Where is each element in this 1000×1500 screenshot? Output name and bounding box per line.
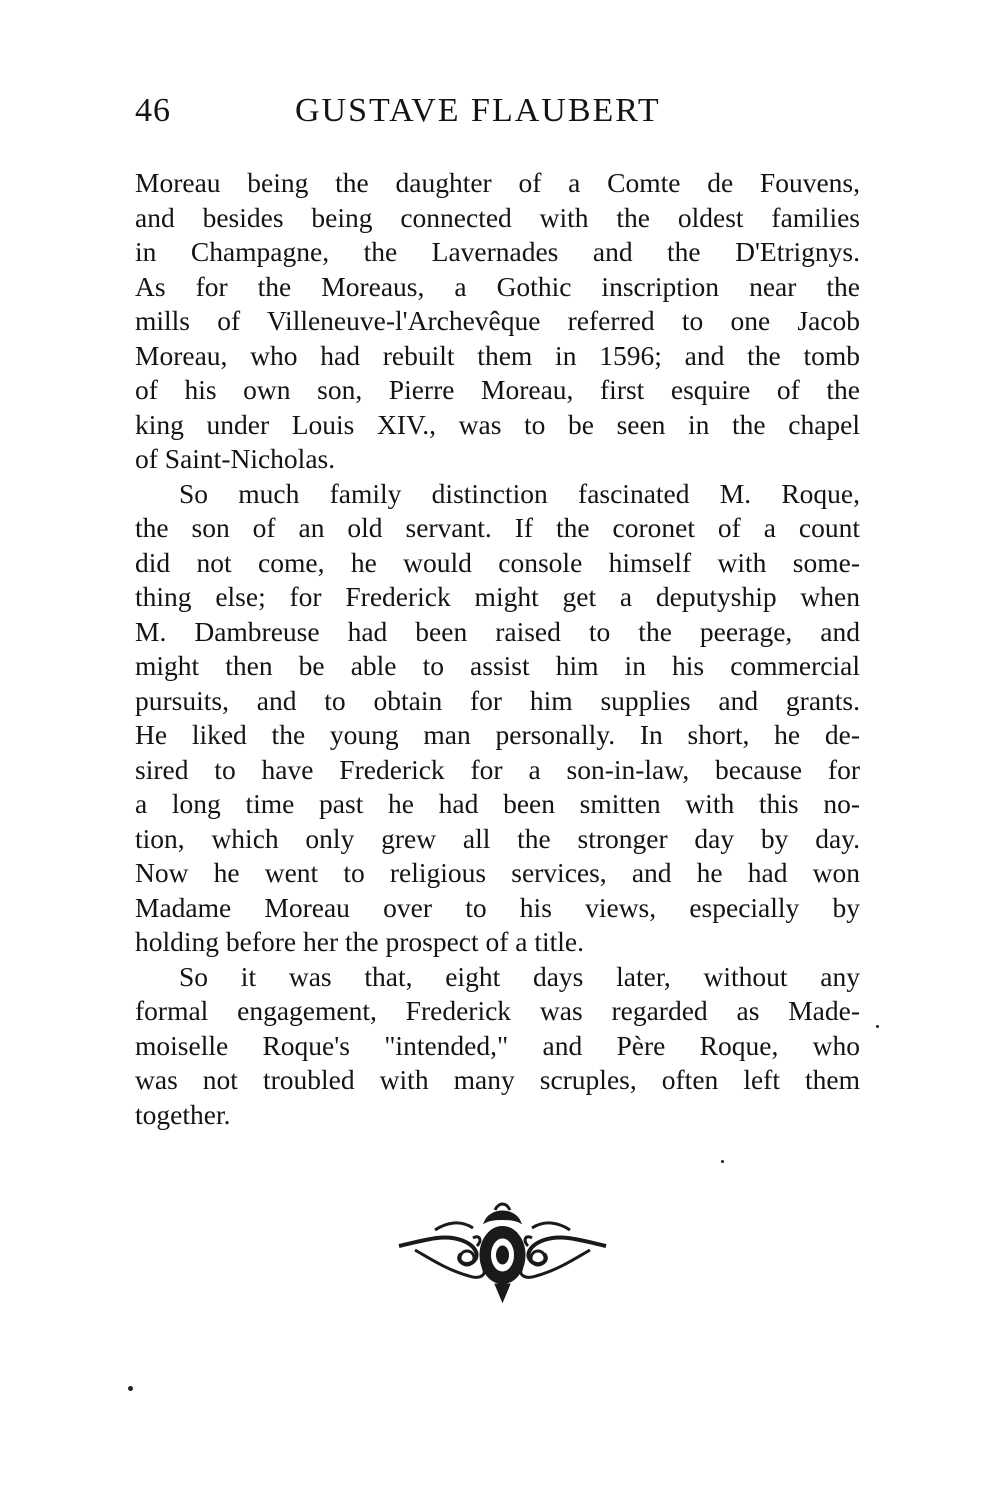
text-line: mills of Villeneuve-l'Archevêque referred to one Jacob — [135, 305, 860, 336]
text-line: of Saint-Nicholas. — [135, 443, 336, 474]
text-line: thing else; for Frederick might get a deputyship when — [135, 581, 860, 612]
text-line: might then be able to assist him in his commercial — [135, 650, 860, 681]
running-head — [135, 92, 735, 142]
text-line: tion, which only grew all the stronger day by day. — [135, 822, 860, 854]
text-line: of his own son, Pierre Moreau, first esquire of the — [135, 374, 860, 405]
text-line: sired to have Frederick for a son-in-law, because for — [135, 753, 860, 785]
text-line: together. — [135, 1098, 231, 1130]
fleuron-ornament-icon — [395, 1200, 610, 1305]
text-line: Madame Moreau over to his views, especially by — [135, 891, 860, 923]
text-line: moiselle Roque's "intended," and Père Roque, who — [135, 1029, 860, 1061]
text-line: pursuits, and to obtain for him supplies and grants. — [135, 684, 860, 716]
running-head-title: GUSTAVE FLAUBERT — [295, 92, 661, 129]
text-line: Moreau being the daughter of a Comte de Fouvens, — [135, 167, 860, 198]
text-line: was not troubled with many scruples, often left them — [135, 1064, 860, 1095]
page-number: 46 — [135, 92, 171, 129]
text-line: in Champagne, the Lavernades and the D'Etrignys. — [135, 236, 860, 267]
paragraph-1 — [135, 166, 860, 477]
text-line: did not come, he would console himself with some- — [135, 546, 860, 578]
text-line: He liked the young man personally. In short, he de- — [135, 719, 860, 750]
text-line: king under Louis XIV., was to be seen in the chapel — [135, 408, 860, 440]
text-line: Now he went to religious services, and he had won — [135, 857, 860, 888]
text-line: So it was that, eight days later, without any — [179, 960, 860, 992]
text-line: holding before her the prospect of a title. — [135, 926, 585, 957]
text-line: the son of an old servant. If the coronet of a count — [135, 512, 860, 543]
text-line: formal engagement, Frederick was regarded as Made- — [135, 995, 860, 1026]
print-speck — [721, 1160, 724, 1163]
print-speck — [128, 1386, 133, 1391]
text-line: So much family distinction fascinated M. Roque, — [179, 477, 860, 509]
text-line: M. Dambreuse had been raised to the peerage, and — [135, 615, 860, 647]
text-line: As for the Moreaus, a Gothic inscription near the — [135, 270, 860, 302]
print-speck — [876, 1025, 879, 1028]
text-line: and besides being connected with the oldest families — [135, 201, 860, 233]
body-text — [135, 166, 860, 1132]
paragraph-2 — [135, 477, 860, 960]
text-line: Moreau, who had rebuilt them in 1596; and the tomb — [135, 339, 860, 371]
text-line: a long time past he had been smitten with this no- — [135, 788, 860, 819]
paragraph-3 — [135, 960, 860, 1133]
